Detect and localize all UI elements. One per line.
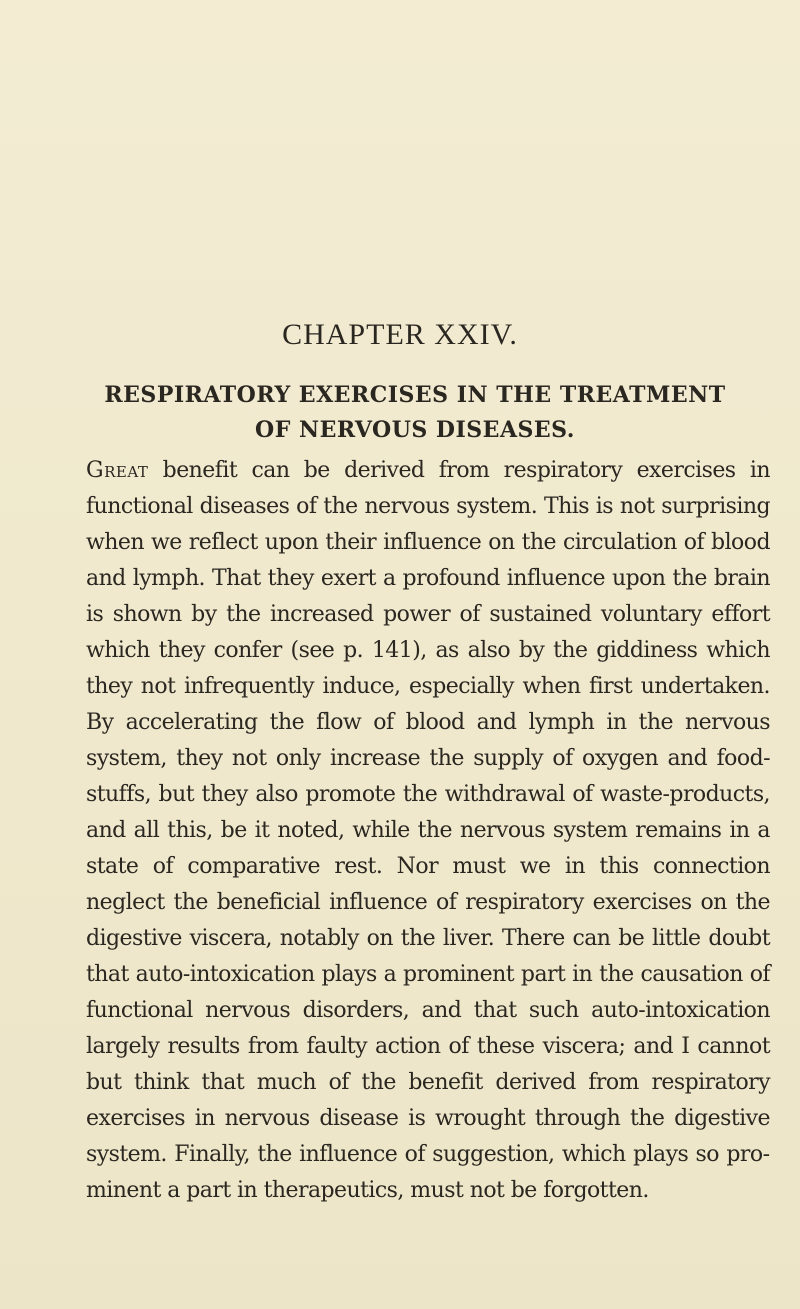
section-heading: RESPIRATORY EXERCISES IN THE TREATMENT OF NERVOUS DISEASES. [104, 382, 726, 443]
paragraph-text: benefit can be derived from respiratory exercises in functional diseases of the nervous system. This is not surprising when we reflect upon their influence on the circulation of blood and lymph. That they exert a profound influence upon the brain is shown by the increased power of sustained voluntary effort which they confer (see p. 141), as also by the giddiness which they not infrequently induce, especially when first undertaken. By accelerating the flow of blood and lymph in the nervous system, they not only increase the supply of oxygen and food-stuffs, but they also promote the withdrawal of waste-products, and all this, be it noted, while the nervous system remains in a state of comparative rest. Nor must we in this connection neglect the beneficial influence of respiratory exercises on the digestive viscera, notably on the liver. There can be little doubt that auto-intoxication plays a prominent part in the causation of functional nervous disorders, and that such auto-intoxication largely results from faulty action of these viscera; and I cannot but think that much of the benefit derived from respiratory exercises in nervous disease is wrought through the digestive system. Finally, the influence of suggestion, which plays so prominent a part in therapeutics, must not be forgotten. [86, 458, 770, 1203]
paragraph-lead-word: Great [86, 458, 149, 483]
chapter-title: CHAPTER XXIV. [282, 318, 518, 351]
body-paragraph [86, 453, 770, 1209]
